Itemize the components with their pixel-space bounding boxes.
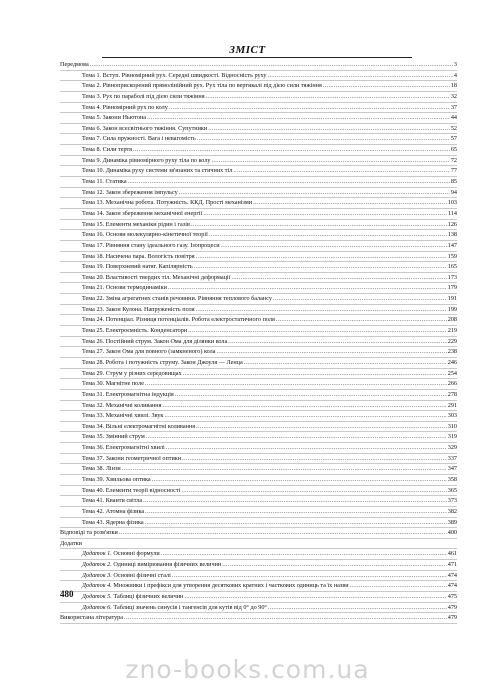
- toc-leader-dots: [253, 198, 447, 208]
- toc-entry-text: Одиниці вимірювання фізичних величин: [113, 561, 222, 569]
- toc-entry-page: 219: [447, 327, 457, 335]
- toc-entry-label: Тема 15. Елементи механіки рідин і газів: [82, 220, 190, 228]
- toc-leader-dots: [124, 613, 447, 623]
- toc-entry-label: Тема 8. Сили тертя: [82, 146, 132, 154]
- toc-entry-label: Тема 27. Закон Ома для повного (замкненого) кола: [82, 348, 216, 356]
- toc-leader-dots: [147, 113, 450, 123]
- toc-entry-page: 3: [453, 61, 457, 68]
- toc-entry-label: Тема 33. Механічні хвилі. Звук: [82, 412, 164, 420]
- toc-entry-page: 199: [447, 305, 457, 313]
- toc-entry-page: 358: [447, 475, 457, 483]
- toc-entry-page: 138: [447, 231, 457, 239]
- toc-entry-page: 32: [450, 92, 457, 100]
- toc-entry-text: Множники і префікси для утворення десяткових кратних і часткових одиниць та їх назви: [113, 582, 349, 590]
- toc-entry-label: Тема 25. Електроємність. Конденсатори: [82, 327, 188, 335]
- toc-entry: [60, 315, 457, 326]
- toc-entry: [60, 273, 457, 284]
- toc-entry-label: Передмова: [60, 61, 89, 68]
- toc-entry-label: Тема 24. Потенціал. Різниця потенціалів. Робота електростатичного поля: [82, 316, 275, 324]
- toc-entry-label: Тема 4. Рівномірний рух по колу: [82, 103, 168, 111]
- toc-leader-dots: [90, 60, 453, 70]
- toc-leader-dots: [168, 283, 447, 293]
- toc-entry: [60, 507, 457, 518]
- toc-entry-page: 479: [447, 614, 457, 622]
- toc-entry-label: Тема 29. Струм у різних середовищах: [82, 369, 182, 377]
- toc-entry-label: Тема 23. Закон Кулона. Напруженість поля: [82, 305, 195, 313]
- toc-entry: [60, 613, 457, 624]
- toc-entry: [60, 188, 457, 199]
- toc-entry: [60, 220, 457, 231]
- toc-entry-page: 114: [447, 209, 457, 217]
- toc-entry-page: 44: [450, 114, 457, 122]
- toc-entry-label: Тема 31. Електромагнітна індукція: [82, 390, 174, 398]
- toc-entry: [60, 464, 457, 475]
- toc-leader-dots: [122, 464, 447, 474]
- toc-entry-page: 77: [450, 167, 457, 175]
- toc-entry-prefix: Додаток 2.: [82, 561, 112, 569]
- toc-entry-page: 4: [453, 71, 457, 79]
- toc-entry-label: Тема 26. Постійний струм. Закон Ома для ділянки кола: [82, 337, 228, 345]
- toc-entry: [60, 560, 457, 571]
- toc-entry: [60, 603, 457, 614]
- toc-entry: [60, 166, 457, 177]
- toc-entry: [60, 145, 457, 156]
- toc-entry: [60, 592, 457, 603]
- toc-entry: [60, 134, 457, 145]
- toc-entry-label: Тема 16. Основи молекулярно-кінетичної теорії: [82, 231, 208, 239]
- toc-leader-dots: [350, 581, 447, 591]
- toc-entry: [60, 113, 457, 124]
- toc-leader-dots: [196, 305, 447, 315]
- toc-entry: [60, 475, 457, 486]
- toc-entry-label: Тема 43. Ядерна фізика: [82, 518, 144, 526]
- toc-leader-dots: [221, 241, 447, 251]
- toc-leader-dots: [206, 92, 450, 102]
- toc-entry-label: Тема 22. Зміна агрегатних станів речовини. Рівняння теплового балансу: [82, 295, 272, 303]
- toc-entry-label: Тема 35. Змінний струм: [82, 433, 145, 441]
- toc-leader-dots: [184, 592, 446, 602]
- toc-entry-label: Тема 40. Елементи теорії відносності: [82, 486, 181, 494]
- toc-leader-dots: [217, 347, 447, 357]
- toc-entry-page: 337: [447, 454, 457, 462]
- toc-entry-label: Відповіді та розв'язки: [60, 529, 118, 537]
- toc-entry: [60, 103, 457, 114]
- toc-leader-dots: [197, 134, 450, 144]
- toc-entry-label: Тема 13. Механічна робота. Потужність. ККД. Прості механізми: [82, 199, 253, 207]
- toc-entry-page: 310: [447, 422, 457, 430]
- toc-entry-label: Тема 20. Властивості твердих тіл. Механічні деформації: [82, 273, 231, 281]
- toc-entry-label: Тема 9. Динаміка рівномірного руху тіла по колу: [82, 156, 211, 164]
- toc-entry: [60, 252, 457, 263]
- toc-entry-label: Використана література: [60, 614, 123, 622]
- toc-entry-page: 474: [447, 571, 457, 579]
- toc-leader-dots: [276, 315, 447, 325]
- toc-entry-page: 147: [447, 241, 457, 249]
- toc-entry-label: Тема 19. Поверхневий натяг. Капілярність: [82, 263, 193, 271]
- toc-entry: [60, 124, 457, 135]
- toc-entry-label: Тема 38. Лінзи: [82, 465, 121, 473]
- toc-entry-label: Тема 21. Основи термодинаміки: [82, 284, 167, 292]
- toc-entry: [60, 369, 457, 380]
- toc-entry-label: Додатки: [60, 539, 82, 547]
- toc-entry-page: 159: [447, 252, 457, 260]
- toc-entry-page: 479: [447, 603, 457, 611]
- toc-leader-dots: [162, 401, 446, 411]
- toc-leader-dots: [183, 369, 447, 379]
- toc-entry: [60, 518, 457, 529]
- toc-entry-page: 382: [447, 507, 457, 515]
- toc-entry-label: Тема 42. Атомна фізика: [82, 507, 145, 515]
- toc-entry-page: 37: [450, 103, 457, 111]
- toc-entry-page: 18: [450, 82, 457, 90]
- toc-leader-dots: [182, 454, 447, 464]
- toc-leader-dots: [268, 71, 453, 81]
- toc-entry: [60, 283, 457, 294]
- toc-entry-page: 319: [447, 433, 457, 441]
- toc-entry-page: 303: [447, 412, 457, 420]
- toc-entry-page: 126: [447, 220, 457, 228]
- toc-leader-dots: [161, 549, 447, 559]
- toc-entry-label: [60, 603, 267, 613]
- watermark: zno-books.com.ua: [125, 655, 370, 684]
- toc-entry-label: Тема 32. Механічні коливання: [82, 401, 162, 409]
- toc-leader-dots: [222, 560, 446, 570]
- toc-leader-dots: [152, 475, 447, 485]
- toc-entry: [60, 581, 457, 592]
- toc-leader-dots: [128, 177, 450, 187]
- toc-entry-label: Тема 28. Робота і потужність струму. Закон Джоуля — Ленца: [82, 358, 243, 366]
- toc-leader-dots: [196, 422, 447, 432]
- toc-entry-page: 475: [447, 593, 457, 601]
- toc-leader-dots: [209, 230, 447, 240]
- toc-leader-dots: [188, 326, 447, 336]
- toc-entry-prefix: Додаток 3.: [82, 571, 112, 579]
- toc-entry-page: 389: [447, 518, 457, 526]
- toc-entry-prefix: Додаток 6.: [82, 603, 112, 611]
- toc-entry-page: 165: [447, 263, 457, 271]
- toc-leader-dots: [181, 486, 446, 496]
- page-title: ЗМІСТ: [229, 44, 266, 56]
- toc-leader-dots: [145, 379, 447, 389]
- toc-entry: [60, 177, 457, 188]
- toc-entry-page: 329: [447, 444, 457, 452]
- toc-entry: [60, 539, 457, 550]
- toc-entry-label: [60, 592, 183, 602]
- toc-entry-page: 229: [447, 337, 457, 345]
- toc-leader-dots: [231, 273, 446, 283]
- toc-entry-label: Тема 3. Рух по параболі під дією сили тяжіння: [82, 92, 205, 100]
- toc-entry: [60, 326, 457, 337]
- table-of-contents: [60, 60, 457, 624]
- toc-entry-prefix: Додаток 4.: [82, 582, 112, 590]
- toc-leader-dots: [143, 496, 447, 506]
- toc-entry: [60, 549, 457, 560]
- toc-entry-page: 208: [447, 316, 457, 324]
- toc-entry-prefix: Додаток 5.: [82, 593, 112, 601]
- toc-entry: [60, 156, 457, 167]
- toc-entry-label: Тема 30. Магнітне поле: [82, 380, 145, 388]
- toc-leader-dots: [233, 166, 450, 176]
- toc-entry-page: 474: [447, 582, 457, 590]
- toc-entry: [60, 486, 457, 497]
- toc-entry-label: Тема 1. Вступ. Рівномірний рух. Середні швидкості. Відносність руху: [82, 71, 267, 79]
- toc-entry: [60, 422, 457, 433]
- toc-entry-text: Основні формули: [113, 550, 160, 558]
- toc-entry: [60, 358, 457, 369]
- toc-entry-page: 85: [450, 178, 457, 186]
- toc-entry-label: [60, 581, 349, 591]
- toc-entry-page: 103: [447, 199, 457, 207]
- toc-leader-dots: [145, 507, 447, 517]
- toc-entry: [60, 305, 457, 316]
- toc-entry-label: Тема 17. Рівняння стану ідеального газу. Ізопроцеси: [82, 241, 220, 249]
- toc-leader-dots: [172, 571, 447, 581]
- toc-entry: [60, 92, 457, 103]
- toc-entry-label: Тема 37. Закони геометричної оптики: [82, 454, 182, 462]
- toc-entry: [60, 71, 457, 82]
- toc-entry-page: 347: [447, 465, 457, 473]
- toc-entry-page: 278: [447, 390, 457, 398]
- toc-leader-dots: [196, 252, 447, 262]
- toc-leader-dots: [133, 145, 450, 155]
- toc-entry: [60, 528, 457, 539]
- toc-leader-dots: [203, 209, 447, 219]
- toc-entry: [60, 230, 457, 241]
- toc-entry: [60, 347, 457, 358]
- toc-leader-dots: [244, 358, 447, 368]
- toc-entry-page: 52: [450, 124, 457, 132]
- toc-entry-page: 72: [450, 156, 457, 164]
- toc-leader-dots: [175, 390, 447, 400]
- toc-entry-page: 254: [447, 369, 457, 377]
- toc-entry: [60, 454, 457, 465]
- toc-entry-text: Таблиці фізичних величин: [113, 593, 184, 601]
- toc-entry-page: 57: [450, 135, 457, 143]
- toc-leader-dots: [268, 603, 447, 613]
- toc-entry: [60, 209, 457, 220]
- toc-entry: [60, 81, 457, 92]
- toc-entry: [60, 262, 457, 273]
- toc-entry-page: 246: [447, 358, 457, 366]
- toc-entry-page: 65: [450, 146, 457, 154]
- toc-entry: [60, 496, 457, 507]
- toc-entry-page: 400: [447, 529, 457, 537]
- toc-leader-dots: [323, 81, 450, 91]
- toc-entry-text: Таблиці значень синусів і тангенсів для кутів від 0° до 90°: [113, 603, 267, 611]
- toc-entry: [60, 401, 457, 412]
- toc-entry-label: Тема 11. Статика: [82, 178, 127, 186]
- toc-leader-dots: [273, 294, 447, 304]
- toc-entry: [60, 198, 457, 209]
- toc-entry: [60, 390, 457, 401]
- toc-leader-dots: [164, 411, 446, 421]
- toc-entry-label: Тема 39. Хвильова оптика: [82, 475, 151, 483]
- toc-leader-dots: [194, 262, 447, 272]
- toc-leader-dots: [119, 528, 447, 538]
- toc-entry-page: 173: [447, 273, 457, 281]
- toc-entry-prefix: Додаток 1.: [82, 550, 112, 558]
- toc-entry-label: Тема 12. Закон збереження імпульсу: [82, 188, 178, 196]
- toc-entry-page: 365: [447, 486, 457, 494]
- toc-entry-label: Тема 5. Закони Ньютона: [82, 114, 147, 122]
- toc-leader-dots: [228, 337, 446, 347]
- toc-entry-page: 291: [447, 401, 457, 409]
- toc-entry: [60, 432, 457, 443]
- toc-entry-label: [60, 560, 221, 570]
- page-number: 480: [60, 589, 74, 599]
- toc-entry-page: 471: [447, 561, 457, 569]
- toc-entry: [60, 337, 457, 348]
- toc-leader-dots: [212, 156, 450, 166]
- toc-entry: [60, 241, 457, 252]
- toc-entry-label: [60, 549, 160, 559]
- toc-entry-page: 179: [447, 284, 457, 292]
- toc-entry-label: Тема 14. Закон збереження механічної енергії: [82, 209, 203, 217]
- toc-leader-dots: [191, 220, 447, 230]
- toc-entry: [60, 411, 457, 422]
- toc-entry: [60, 60, 457, 71]
- toc-entry: [60, 443, 457, 454]
- toc-entry: [60, 379, 457, 390]
- toc-entry-page: 238: [447, 348, 457, 356]
- title-underline: [102, 57, 412, 58]
- toc-entry-label: Тема 34. Вільні електромагнітні коливання: [82, 422, 196, 430]
- toc-entry-page: 266: [447, 380, 457, 388]
- toc-leader-dots: [179, 188, 450, 198]
- toc-entry-label: Тема 7. Сила пружності. Вага і невагомість: [82, 135, 196, 143]
- toc-entry-page: 191: [447, 295, 457, 303]
- toc-entry-page: 461: [447, 550, 457, 558]
- toc-entry-text: Основні фізичні сталі: [113, 571, 171, 579]
- toc-leader-dots: [169, 103, 450, 113]
- toc-entry-label: Тема 41. Кванти світла: [82, 497, 143, 505]
- toc-entry-page: 94: [450, 188, 457, 196]
- toc-entry-label: Тема 2. Рівноприскорений прямолінійний рух. Рух тіла по вертикалі під дією сили тяжіння: [82, 82, 322, 90]
- toc-entry-label: Тема 18. Насичена пара. Вологість повітря: [82, 252, 195, 260]
- toc-leader-dots: [146, 432, 447, 442]
- toc-entry-label: Тема 10. Динаміка руху системи зв'язаних та стичних тіл: [82, 167, 233, 175]
- toc-leader-dots: [145, 518, 447, 528]
- toc-entry-label: Тема 36. Електромагнітні хвилі: [82, 444, 165, 452]
- toc-entry: [60, 294, 457, 305]
- toc-leader-dots: [166, 443, 447, 453]
- toc-entry-label: Тема 6. Закон всесвітнього тяжіння. Супутники: [82, 124, 208, 132]
- toc-entry-label: [60, 571, 171, 581]
- toc-entry: [60, 571, 457, 582]
- toc-leader-dots: [208, 124, 450, 134]
- toc-entry-page: 373: [447, 497, 457, 505]
